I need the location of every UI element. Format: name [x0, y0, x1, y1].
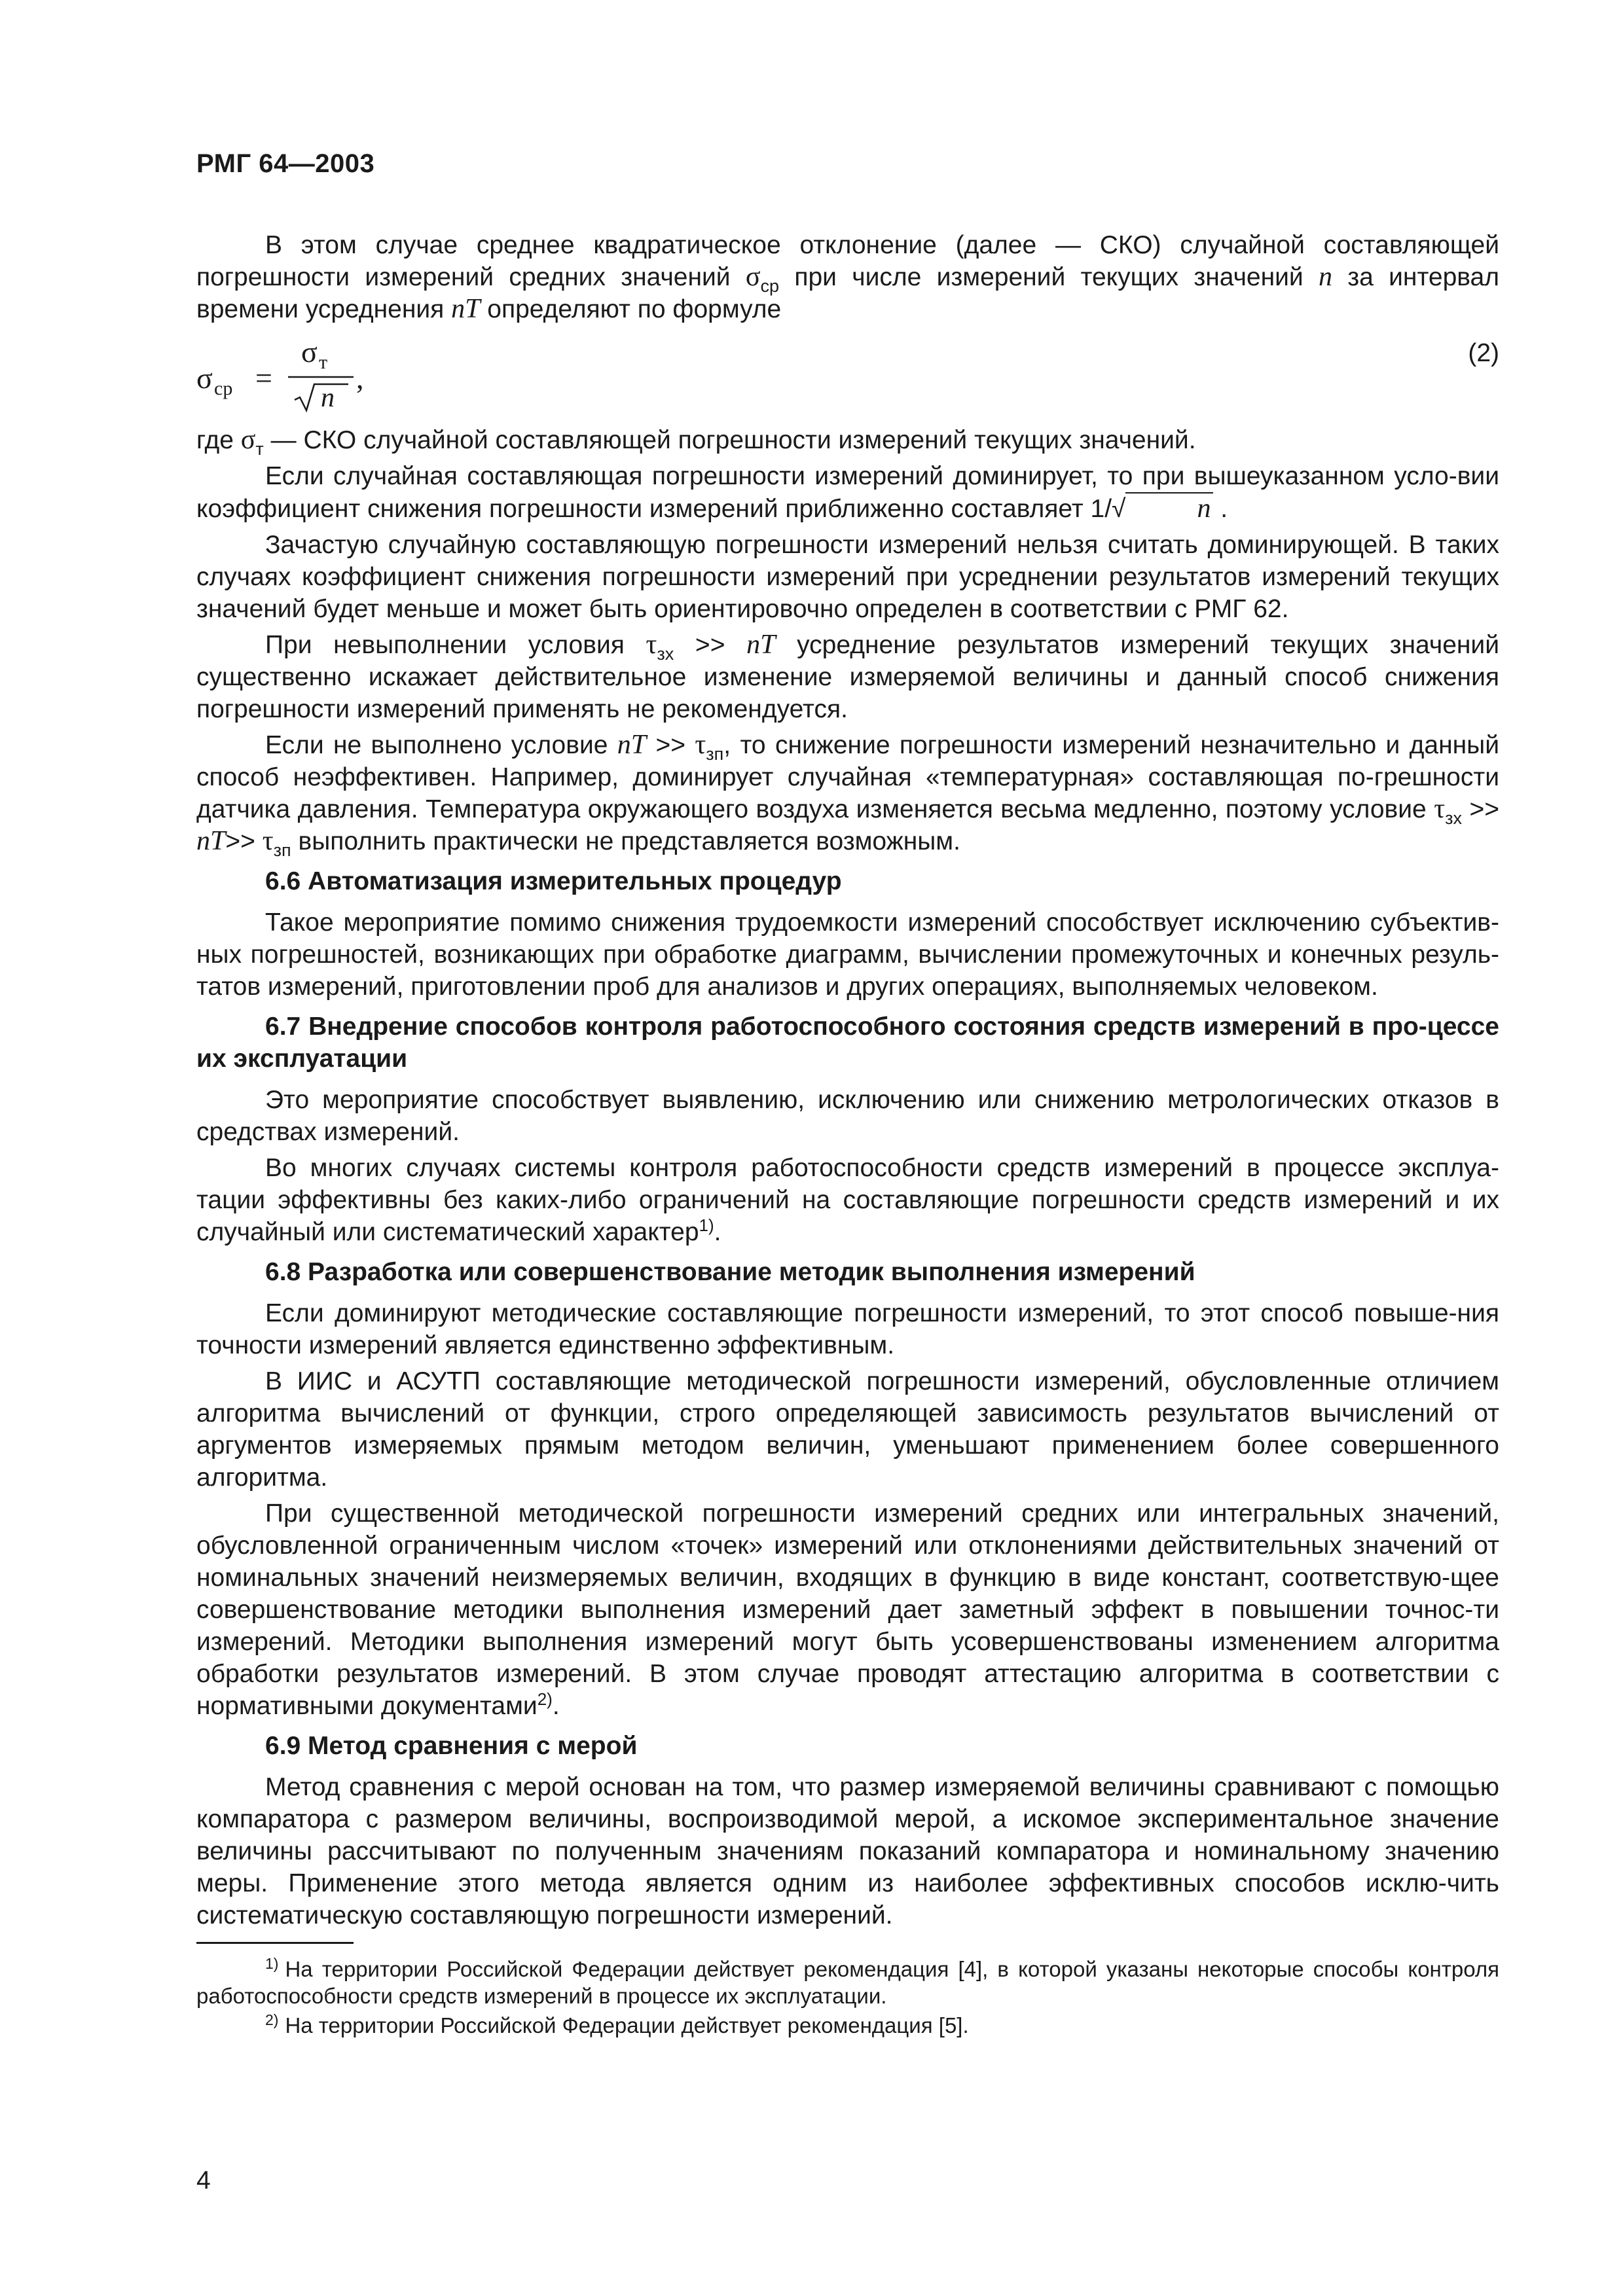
- formula-den: n: [321, 383, 335, 413]
- math-nT: nT: [746, 630, 776, 660]
- text-span: — СКО случайной составляющей погрешности измерений текущих значений.: [263, 426, 1196, 454]
- footnote-2: [196, 2012, 1499, 2039]
- text-span: >>: [225, 827, 263, 855]
- document-header: РМГ 64—2003: [196, 149, 375, 178]
- text-span: выполнить практически не представляется возможным.: [291, 827, 960, 855]
- subscript: зх: [657, 644, 674, 664]
- section-6-7-paragraph-1: Это мероприятие способствует выявлению, исключению или снижению метрологических отказов в средствах измерений.: [196, 1086, 1499, 1146]
- subscript: т: [255, 439, 264, 459]
- page-content: [196, 229, 1499, 2041]
- subscript: зх: [1445, 808, 1462, 828]
- paragraph-dominant: [196, 460, 1499, 525]
- text-span: При существенной методической погрешности измерений средних или интегральных значений, обусловленной ограниченным числом «точек» измерений или отклонениями действительных значений от номинальных значений неизмеряемых величин, входящих в функцию в виде констант, соответствую-щее совершенствование методики выполнения измерений дает заметный эффект в повышении точнос-ти измерений. Методики выполнения измерений могут быть усовершенствованы изменением алгоритма обработки результатов измерений. В этом случае проводят аттестацию алгоритма в соответствии с нормативными документами: [196, 1499, 1499, 1720]
- footnote-divider: [196, 1942, 354, 1944]
- math-n: n: [1318, 262, 1332, 292]
- footnote-1: [196, 1956, 1499, 2009]
- tau-symbol: τ: [262, 826, 274, 856]
- page-number: 4: [196, 2166, 211, 2195]
- text-span: .: [714, 1218, 721, 1246]
- paragraph-intro: [196, 229, 1499, 325]
- paragraph-often: Зачастую случайную составляющую погрешности измерений нельзя считать доминирующей. В таких случаях коэффициент снижения погрешности измерений при усреднении результатов измерений текущих значений будет меньше и может быть ориентировочно определен в соответствии с РМГ 62.: [196, 531, 1499, 623]
- paragraph-where: [196, 424, 1499, 459]
- subscript: зп: [273, 840, 291, 860]
- text-span: Во многих случаях системы контроля работоспособности средств измерений в процессе эксплуа-тации эффективны без каких-либо ограничений на составляющие погрешности средств измерений и их случайный или систематический характер: [196, 1154, 1499, 1246]
- text-span: >>: [646, 731, 695, 759]
- text-span: Если случайная составляющая погрешности измерений доминирует, то при вышеуказанном усло-вии коэффициент снижения погрешности измерений приближенно составляет: [196, 462, 1499, 523]
- section-6-7-heading: 6.7 Внедрение способов контроля работоспособного состояния средств измерений в про-цессе их эксплуатации: [196, 1013, 1499, 1073]
- text-span: >>: [674, 631, 747, 659]
- text-span: за интервал времени усреднения: [196, 263, 1499, 323]
- sigma-symbol: σ: [745, 262, 761, 292]
- section-6-8-heading: 6.8 Разработка или совершенствование методик выполнения измерений: [265, 1258, 1195, 1286]
- section-6-9-paragraph: Метод сравнения с мерой основан на том, что размер измеряемой величины сравнивают с помощью компаратора с размером величины, воспроизводимой мерой, а искомое экспериментальное значение величины рассчитывают по полученным значениям показаний компаратора и номинальному значению меры. Применение этого метода является одним из наиболее эффективных способов исклю-чить систематическую составляющую погрешности измерений.: [196, 1773, 1499, 1929]
- footnote-text: На территории Российской Федерации действует рекомендация [5].: [285, 2013, 969, 2037]
- formula-number: (2): [1468, 339, 1499, 367]
- formula-eq: =: [255, 361, 272, 395]
- footnote-ref: 1): [699, 1215, 714, 1235]
- tau-symbol: τ: [695, 730, 706, 760]
- math-nT: nT: [196, 826, 226, 856]
- math-nT: nT: [617, 730, 647, 760]
- subscript: ср: [760, 276, 780, 296]
- formula-lhs: σ: [196, 361, 213, 395]
- text-span: .: [552, 1692, 560, 1720]
- formula-lhs-sub: ср: [214, 378, 233, 399]
- paragraph-nonfulfillment: [196, 629, 1499, 725]
- text-span: При невыполнении условия: [265, 631, 646, 659]
- text-span: , то снижение погрешности измерений незначительно и данный способ неэффективен. Например, доминирует случайная «температурная» составляющая по-грешности датчика давления. Температура окружающего воздуха изменяется весьма медленно, поэтому условие: [196, 731, 1499, 823]
- math-n: n: [1125, 492, 1213, 524]
- footnote-text: На территории Российской Федерации действует рекомендация [4], в которой указаны некоторые способы контроля работоспособности средств измерений в процессе их эксплуатации.: [196, 1957, 1499, 2008]
- subscript: зп: [706, 744, 724, 764]
- formula-expression: [196, 329, 498, 414]
- footnotes: [196, 1956, 1499, 2039]
- text-span: >>: [1461, 795, 1499, 823]
- text-span: В этом случае среднее квадратическое отклонение (далее — СКО) случайной составляющей погрешности измерений средних значений: [196, 231, 1499, 291]
- formula-comma: ,: [356, 361, 364, 395]
- text-span: при числе измерений текущих значений: [779, 263, 1319, 291]
- tau-symbol: τ: [646, 630, 657, 660]
- section-6-9-heading: 6.9 Метод сравнения с мерой: [265, 1732, 638, 1760]
- section-6-6-paragraph: Такое мероприятие помимо снижения трудоемкости измерений способствует исключению субъектив-ных погрешностей, возникающих при обработке диаграмм, вычислении промежуточных и конечных резуль-татов измерений, приготовлении проб для анализов и других операциях, выполняемых человеком.: [196, 908, 1499, 1001]
- section-6-6-heading: 6.6 Автоматизация измерительных процедур: [265, 867, 842, 895]
- footnote-ref: 2): [537, 1689, 553, 1709]
- text-span: где: [196, 426, 241, 454]
- section-6-8-paragraph-2: В ИИС и АСУТП составляющие методической погрешности измерений, обусловленные отличием алгоритма вычислений от функции, строго определяющей зависимость результатов вычислений от аргументов измеряемых прямым методом величин, уменьшают применением более совершенного алгоритма.: [196, 1367, 1499, 1492]
- text-span: Если не выполнено условие: [265, 731, 617, 759]
- math-nT: nT: [451, 294, 481, 324]
- footnote-mark: 2): [265, 2011, 279, 2028]
- text-span: .: [1213, 495, 1228, 523]
- formula-2: [196, 329, 1499, 418]
- sigma-symbol: σ: [240, 425, 256, 455]
- paragraph-not-fulfilled: [196, 729, 1499, 860]
- text-span: усреднение результатов измерений текущих значений существенно искажает действительное изменение измеряемой величины и данный способ снижения погрешности измерений применять не рекомендуется.: [196, 631, 1499, 723]
- section-6-8-paragraph-1: Если доминируют методические составляющие погрешности измерений, то этот способ повыше-ния точности измерений является единственно эффективным.: [196, 1299, 1499, 1359]
- section-6-7-paragraph-2: [196, 1152, 1499, 1248]
- tau-symbol: τ: [1434, 794, 1446, 824]
- sqrt-fraction: 1/√: [1090, 495, 1126, 523]
- text-span: определяют по формуле: [480, 295, 782, 323]
- footnote-mark: 1): [265, 1955, 279, 1972]
- section-6-8-paragraph-3: [196, 1498, 1499, 1722]
- formula-num-sub: т: [319, 351, 328, 373]
- formula-num: σ: [301, 335, 318, 368]
